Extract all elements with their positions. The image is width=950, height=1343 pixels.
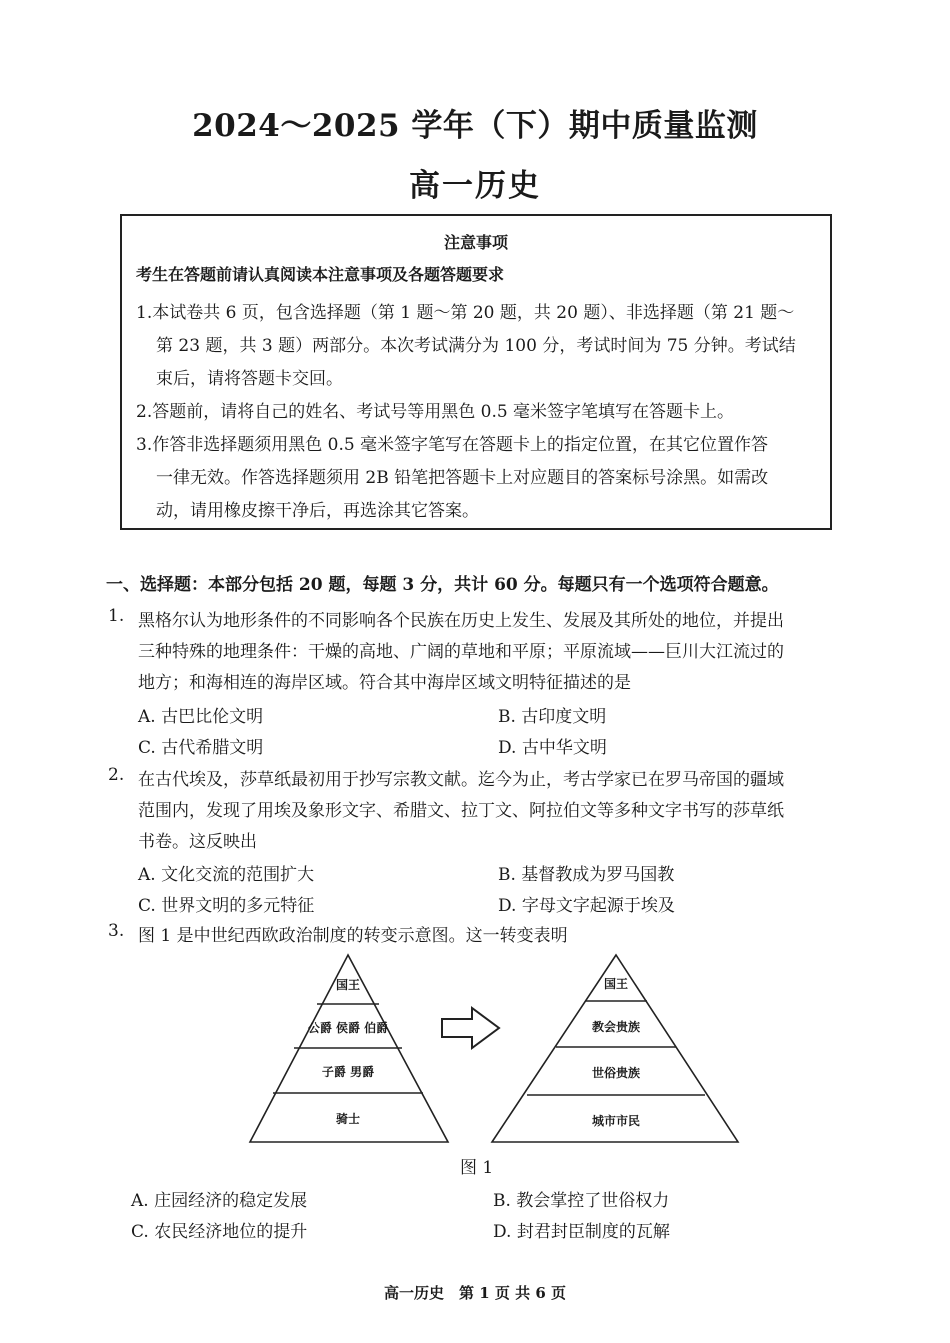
section-heading: 一、选择题：本部分包括 20 题，每题 3 分，共计 60 分。每题只有一个选项符合题意。 (106, 575, 779, 595)
question-text-line: 在古代埃及，莎草纸最初用于抄写宗教文献。迄今为止，考古学家已在罗马帝国的疆域 (138, 770, 784, 790)
option-c[interactable]: C. 古代希腊文明 (138, 738, 264, 758)
question-text-line: 黑格尔认为地形条件的不同影响各个民族在历史上发生、发展及其所处的地位，并提出 (138, 611, 784, 631)
left-pyramid-level: 骑士 (335, 1112, 361, 1126)
exam-subject: 高一历史 (409, 168, 541, 204)
notice-line: 2.答题前，请将自己的姓名、考试号等用黑色 0.5 毫米签字笔填写在答题卡上。 (136, 402, 735, 422)
notice-heading: 注意事项 (443, 233, 508, 252)
notice-line: 动，请用橡皮擦干净后，再选涂其它答案。 (156, 501, 479, 521)
option-c[interactable]: C. 世界文明的多元特征 (138, 896, 315, 916)
figure-1-diagram (230, 950, 750, 1150)
right-pyramid-level: 教会贵族 (591, 1020, 641, 1034)
option-a[interactable]: A. 庄园经济的稳定发展 (131, 1191, 308, 1211)
question-number: 3. (108, 921, 125, 941)
option-d[interactable]: D. 封君封臣制度的瓦解 (493, 1222, 670, 1242)
question-text-line: 三种特殊的地理条件：干燥的高地、广阔的草地和平原；平原流域——巨川大江流过的 (138, 642, 784, 662)
page-footer: 高一历史 第 1 页 共 6 页 (384, 1284, 566, 1302)
arrow-right-icon (442, 1008, 499, 1048)
notice-requirement: 考生在答题前请认真阅读本注意事项及各题答题要求 (136, 265, 505, 284)
question-number: 1. (108, 606, 125, 626)
left-pyramid-level: 子爵 男爵 (321, 1065, 375, 1079)
left-pyramid-level: 公爵 侯爵 伯爵 (307, 1021, 389, 1035)
right-pyramid-level: 世俗贵族 (591, 1066, 641, 1080)
question-text-line: 书卷。这反映出 (138, 832, 257, 852)
option-b[interactable]: B. 古印度文明 (498, 707, 607, 727)
question-number: 2. (108, 765, 125, 785)
exam-title: 2024～2025 学年（下）期中质量监测 (192, 108, 758, 144)
option-a[interactable]: A. 古巴比伦文明 (138, 707, 264, 727)
option-b[interactable]: B. 基督教成为罗马国教 (498, 865, 675, 885)
figure-caption: 图 1 (460, 1158, 494, 1178)
notice-line: 3.作答非选择题须用黑色 0.5 毫米签字笔写在答题卡上的指定位置，在其它位置作答 (136, 435, 769, 455)
right-pyramid-level: 城市市民 (591, 1114, 641, 1128)
right-pyramid-level: 国王 (603, 977, 629, 991)
option-c[interactable]: C. 农民经济地位的提升 (131, 1222, 308, 1242)
option-a[interactable]: A. 文化交流的范围扩大 (138, 865, 315, 885)
notice-line: 束后，请将答题卡交回。 (156, 369, 343, 389)
question-text-line: 范围内，发现了用埃及象形文字、希腊文、拉丁文、阿拉伯文等多种文字书写的莎草纸 (138, 801, 784, 821)
notice-line: 第 23 题，共 3 题）两部分。本次考试满分为 100 分，考试时间为 75 分钟。考试结 (156, 336, 796, 356)
question-text-line: 图 1 是中世纪西欧政治制度的转变示意图。这一转变表明 (138, 926, 568, 946)
question-text-line: 地方；和海相连的海岸区域。符合其中海岸区域文明特征描述的是 (138, 673, 631, 693)
option-d[interactable]: D. 字母文字起源于埃及 (498, 896, 675, 916)
notice-line: 一律无效。作答选择题须用 2B 铅笔把答题卡上对应题目的答案标号涂黑。如需改 (156, 468, 769, 488)
option-b[interactable]: B. 教会掌控了世俗权力 (493, 1191, 670, 1211)
left-pyramid-level: 国王 (335, 978, 361, 992)
notice-line: 1.本试卷共 6 页，包含选择题（第 1 题～第 20 题，共 20 题）、非选择题（第 21 题～ (136, 303, 795, 323)
notice-box (120, 214, 832, 530)
option-d[interactable]: D. 古中华文明 (498, 738, 607, 758)
